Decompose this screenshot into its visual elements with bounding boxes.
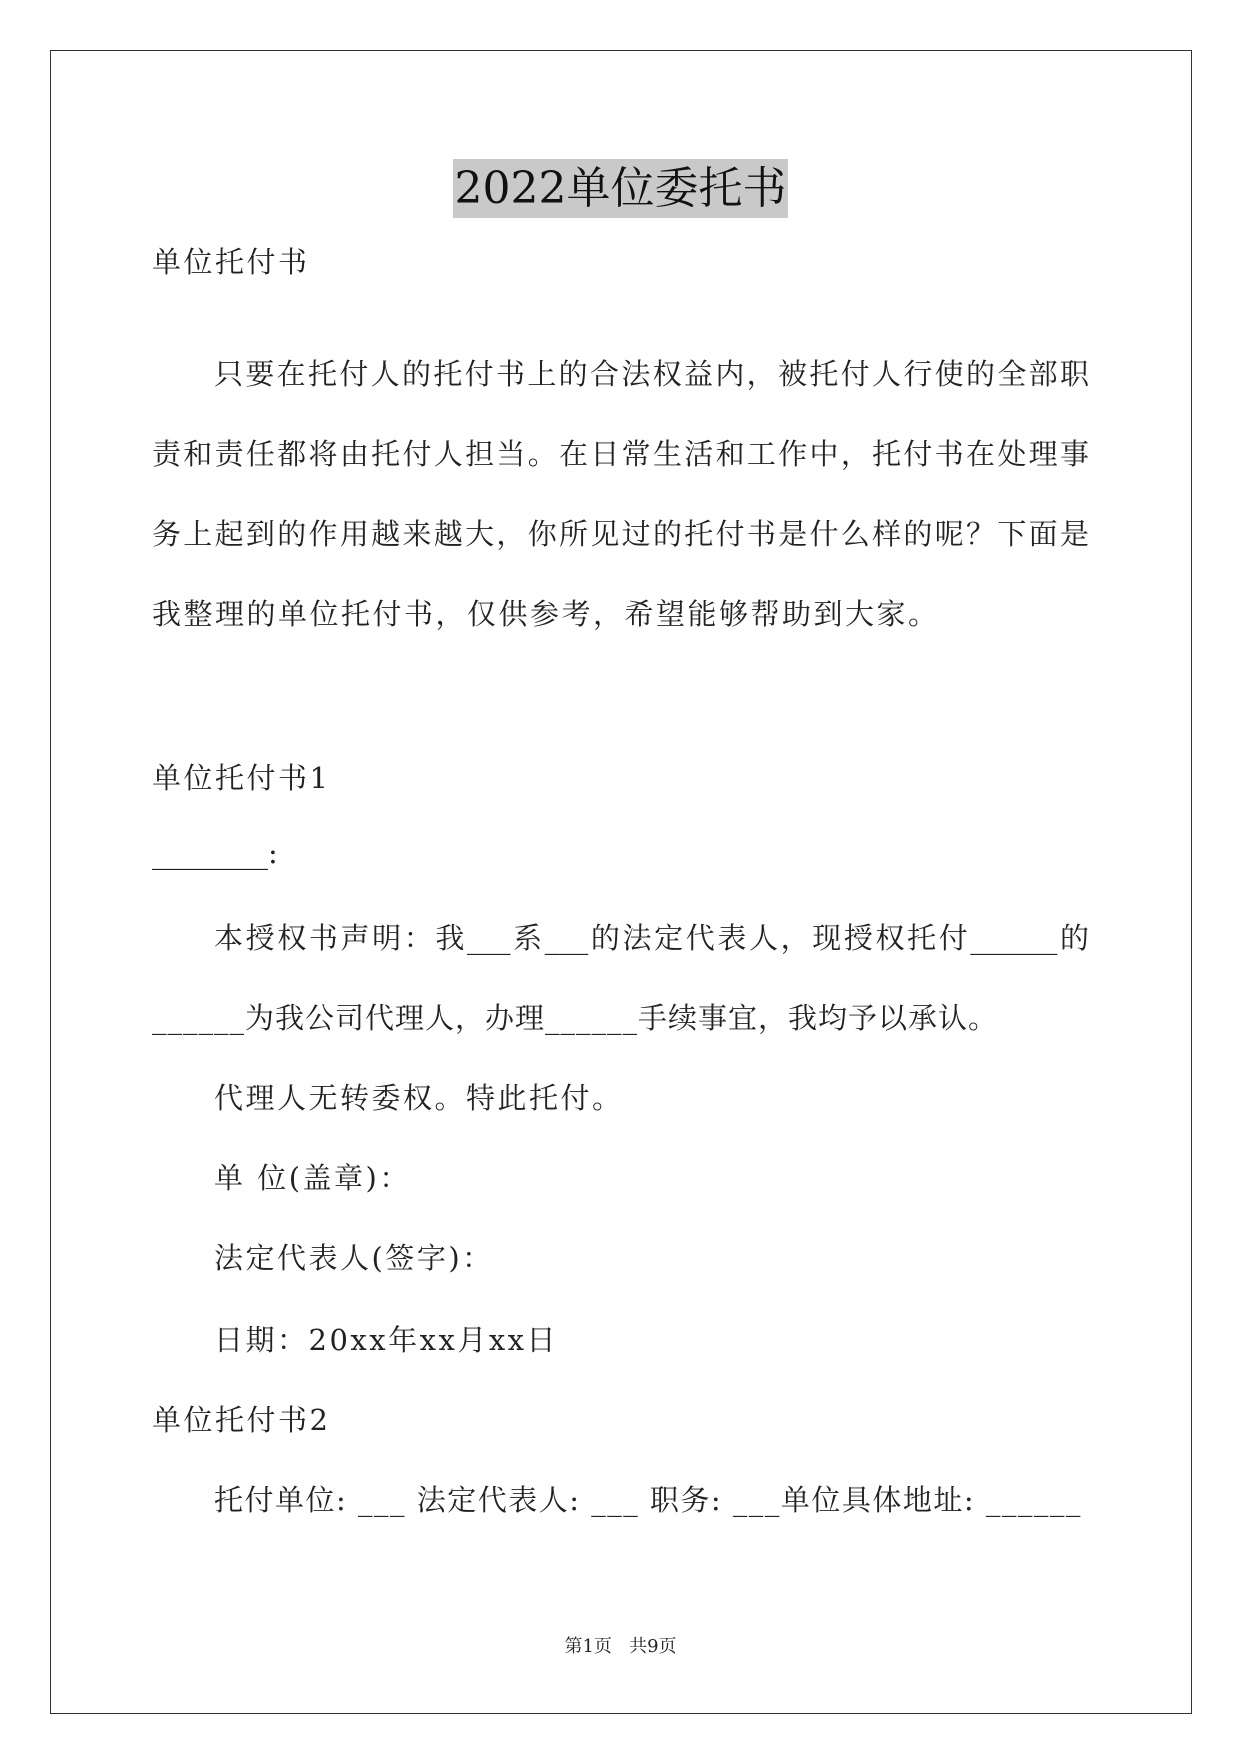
seal-line: 单 位(盖章)： bbox=[214, 1161, 411, 1195]
signature-line: 法定代表人(签字)： bbox=[214, 1241, 494, 1275]
paragraph-line: 务上起到的作用越来越大，你所见过的托付书是什么样的呢？下面是 bbox=[152, 517, 1089, 551]
document-title: 2022单位委托书 bbox=[0, 152, 1241, 216]
paragraph-line: 我整理的单位托付书，仅供参考，希望能够帮助到大家。 bbox=[152, 597, 940, 631]
section-heading: 单位托付书1 bbox=[152, 761, 331, 795]
section-heading: 单位托付书 bbox=[152, 245, 310, 279]
paragraph-line: 本授权书声明：我___系___的法定代表人，现授权托付______的 bbox=[214, 921, 1089, 955]
date-line: 日期：20xx年xx月xx日 bbox=[214, 1323, 559, 1357]
paragraph-line: ______为我公司代理人，办理______手续事宜，我均予以承认。 bbox=[152, 1001, 999, 1035]
paragraph-line: 责和责任都将由托付人担当。在日常生活和工作中，托付书在处理事 bbox=[152, 437, 1089, 471]
addressee-line: ________: bbox=[152, 836, 278, 870]
page-border bbox=[50, 50, 1192, 1714]
paragraph-line: 托付单位: ___ 法定代表人: ___ 职务: ___单位具体地址: ______ bbox=[214, 1483, 1082, 1517]
section-heading: 单位托付书2 bbox=[152, 1403, 331, 1437]
paragraph-line: 只要在托付人的托付书上的合法权益内，被托付人行使的全部职 bbox=[214, 357, 1089, 391]
page-footer: 第1页 共9页 bbox=[564, 1636, 677, 1657]
paragraph-line: 代理人无转委权。特此托付。 bbox=[214, 1081, 624, 1115]
